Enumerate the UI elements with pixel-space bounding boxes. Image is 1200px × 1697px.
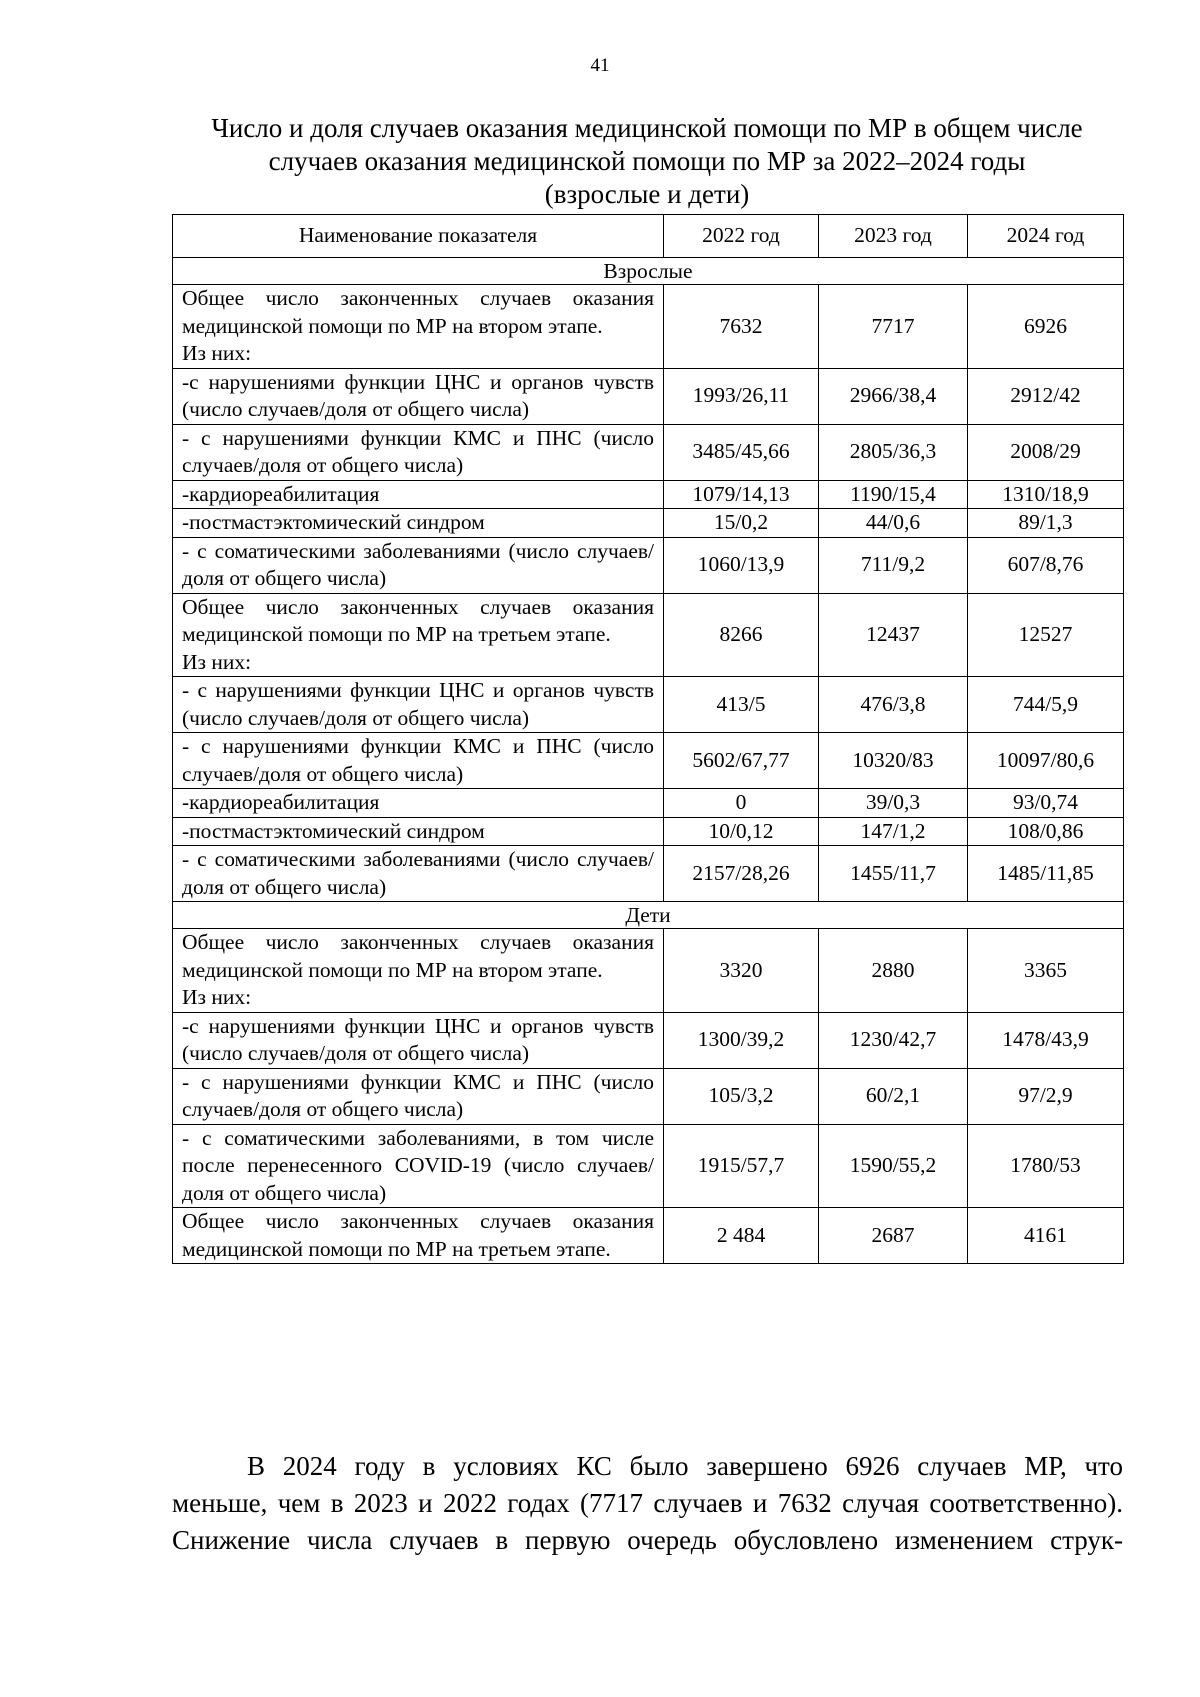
header-2024: 2024 год — [968, 215, 1124, 258]
indicator-label: Общее число законченных случаев оказания медицинской помощи по МР на третьем этапе. — [182, 594, 654, 646]
value-cell-2024: 2912/42 — [968, 368, 1124, 424]
value-cell-2023: 147/1,2 — [819, 817, 968, 846]
table-row — [173, 677, 1124, 733]
indicator-cell — [173, 733, 664, 789]
indicator-label: Общее число законченных случаев оказания медицинской помощи по МР на втором этапе. — [182, 286, 654, 338]
value-cell-2022: 1993/26,11 — [664, 368, 819, 424]
value-cell-2023: 2805/36,3 — [819, 424, 968, 480]
value-cell-2023: 1455/11,7 — [819, 846, 968, 902]
value-cell-2024: 3365 — [968, 929, 1124, 1013]
paragraph-line: Снижение числа случаев в первую очередь обусловлено изменением струк- — [172, 1525, 1123, 1555]
value-cell-2023: 476/3,8 — [819, 677, 968, 733]
value-cell-2024: 89/1,3 — [968, 509, 1124, 538]
caption-line: (взрослые и дети) — [544, 179, 750, 209]
value-cell-2023: 1190/15,4 — [819, 480, 968, 509]
paragraph-line: меньше, чем в 2023 и 2022 годах (7717 случаев и 7632 случая соответственно). — [172, 1488, 1123, 1518]
value-cell-2023: 44/0,6 — [819, 509, 968, 538]
value-cell-2023: 7717 — [819, 285, 968, 369]
value-cell-2024: 607/8,76 — [968, 537, 1124, 593]
indicator-label: Общее число законченных случаев оказания медицинской помощи по МР на втором этапе. — [182, 930, 654, 982]
caption-line: случаев оказания медицинской помощи по МР за 2022–2024 годы — [268, 146, 1026, 176]
indicator-label: -постмастэктомический синдром — [182, 510, 485, 534]
value-cell-2024: 108/0,86 — [968, 817, 1124, 846]
indicator-cell — [173, 480, 664, 509]
section-row — [173, 258, 1124, 285]
value-cell-2024: 12527 — [968, 593, 1124, 677]
value-cell-2024: 4161 — [968, 1208, 1124, 1264]
section-title: Дети — [173, 902, 1124, 929]
value-cell-2023: 2880 — [819, 929, 968, 1013]
indicator-cell — [173, 368, 664, 424]
indicator-cell — [173, 509, 664, 538]
indicator-cell — [173, 1208, 664, 1264]
value-cell-2022: 1060/13,9 — [664, 537, 819, 593]
table-row — [173, 846, 1124, 902]
value-cell-2024: 97/2,9 — [968, 1068, 1124, 1124]
indicator-label: -постмастэктомический синдром — [182, 818, 485, 843]
page-number: 41 — [590, 55, 610, 76]
value-cell-2024: 10097/80,6 — [968, 733, 1124, 789]
value-cell-2024: 1310/18,9 — [968, 480, 1124, 509]
indicator-label: -кардиореабилитация — [182, 481, 380, 506]
indicator-cell — [173, 929, 664, 1013]
value-cell-2022: 3485/45,66 — [664, 424, 819, 480]
value-cell-2023: 39/0,3 — [819, 789, 968, 818]
value-cell-2023: 60/2,1 — [819, 1068, 968, 1124]
table-row — [173, 285, 1124, 369]
value-cell-2022: 1300/39,2 — [664, 1012, 819, 1068]
indicator-cell — [173, 677, 664, 733]
table-row — [173, 1012, 1124, 1068]
table-row — [173, 593, 1124, 677]
value-cell-2024: 2008/29 — [968, 424, 1124, 480]
value-cell-2023: 1590/55,2 — [819, 1124, 968, 1208]
indicator-cell — [173, 1124, 664, 1208]
indicator-cell — [173, 789, 664, 818]
indicator-label: -с нарушениями функции ЦНС и органов чувств (число случаев/доля от общего числа) — [182, 1013, 654, 1065]
indicator-cell — [173, 1012, 664, 1068]
value-cell-2022: 3320 — [664, 929, 819, 1013]
table-row — [173, 929, 1124, 1013]
value-cell-2024: 6926 — [968, 285, 1124, 369]
value-cell-2023: 12437 — [819, 593, 968, 677]
table-caption — [170, 112, 1124, 211]
indicator-cell — [173, 846, 664, 902]
caption-line: Число и доля случаев оказания медицинской помощи по МР в общем числе — [211, 113, 1083, 143]
value-cell-2023: 2687 — [819, 1208, 968, 1264]
indicator-label: Общее число законченных случаев оказания медицинской помощи по МР на третьем этапе. — [182, 1209, 654, 1261]
indicator-cell — [173, 285, 664, 369]
value-cell-2024: 1780/53 — [968, 1124, 1124, 1208]
indicator-cell — [173, 537, 664, 593]
value-cell-2024: 1478/43,9 — [968, 1012, 1124, 1068]
indicator-label: -кардиореабилитация — [182, 790, 380, 814]
indicator-label: - с нарушениями функции ЦНС и органов чувств (число случаев/доля от общего числа) — [182, 678, 654, 730]
indicator-cell — [173, 424, 664, 480]
value-cell-2022: 413/5 — [664, 677, 819, 733]
value-cell-2022: 1079/14,13 — [664, 480, 819, 509]
indicator-label: - с соматическими заболеваниями (число случаев/доля от общего числа) — [182, 847, 654, 899]
value-cell-2022: 2 484 — [664, 1208, 819, 1264]
value-cell-2023: 1230/42,7 — [819, 1012, 968, 1068]
value-cell-2023: 711/9,2 — [819, 537, 968, 593]
value-cell-2022: 1915/57,7 — [664, 1124, 819, 1208]
indicator-label: - с соматическими заболеваниями (число случаев/доля от общего числа) — [182, 538, 654, 590]
indicator-cell — [173, 1068, 664, 1124]
indicator-label: - с нарушениями функции КМС и ПНС (число случаев/доля от общего числа) — [182, 1069, 654, 1121]
header-2022: 2022 год — [664, 215, 819, 258]
value-cell-2022: 0 — [664, 789, 819, 818]
section-row — [173, 902, 1124, 929]
table-row — [173, 537, 1124, 593]
table-row — [173, 509, 1124, 538]
table-row — [173, 789, 1124, 818]
indicator-sublabel: Из них: — [182, 341, 252, 365]
paragraph-line: В 2024 году в условиях КС было завершено 6926 случаев МР, что — [247, 1451, 1123, 1481]
indicator-label: - с соматическими заболеваниями, в том числе после перенесенного COVID-19 (число случаев/доля от общего числа) — [182, 1125, 654, 1205]
body-paragraph — [172, 1448, 1123, 1559]
table-body — [173, 258, 1124, 1264]
indicator-label: - с нарушениями функции КМС и ПНС (число случаев/доля от общего числа) — [182, 734, 654, 786]
value-cell-2022: 8266 — [664, 593, 819, 677]
value-cell-2022: 7632 — [664, 285, 819, 369]
table-row — [173, 733, 1124, 789]
table-row — [173, 1124, 1124, 1208]
value-cell-2022: 10/0,12 — [664, 817, 819, 846]
indicator-label: - с нарушениями функции КМС и ПНС (число случаев/доля от общего числа) — [182, 425, 654, 477]
value-cell-2023: 2966/38,4 — [819, 368, 968, 424]
header-indicator: Наименование показателя — [173, 215, 664, 258]
value-cell-2024: 744/5,9 — [968, 677, 1124, 733]
indicator-cell — [173, 817, 664, 846]
header-2023: 2023 год — [819, 215, 968, 258]
value-cell-2024: 1485/11,85 — [968, 846, 1124, 902]
table-row — [173, 1068, 1124, 1124]
table-header-row — [173, 215, 1124, 258]
value-cell-2023: 10320/83 — [819, 733, 968, 789]
section-title: Взрослые — [173, 258, 1124, 285]
value-cell-2024: 93/0,74 — [968, 789, 1124, 818]
value-cell-2022: 2157/28,26 — [664, 846, 819, 902]
value-cell-2022: 5602/67,77 — [664, 733, 819, 789]
indicator-sublabel: Из них: — [182, 649, 252, 674]
value-cell-2022: 15/0,2 — [664, 509, 819, 538]
value-cell-2022: 105/3,2 — [664, 1068, 819, 1124]
table-row — [173, 817, 1124, 846]
table-row — [173, 424, 1124, 480]
indicator-sublabel: Из них: — [182, 985, 252, 1009]
statistics-table — [172, 214, 1124, 1264]
table-row — [173, 480, 1124, 509]
indicator-cell — [173, 593, 664, 677]
indicator-label: -с нарушениями функции ЦНС и органов чувств (число случаев/доля от общего числа) — [182, 369, 654, 421]
table-row — [173, 1208, 1124, 1264]
table-row — [173, 368, 1124, 424]
